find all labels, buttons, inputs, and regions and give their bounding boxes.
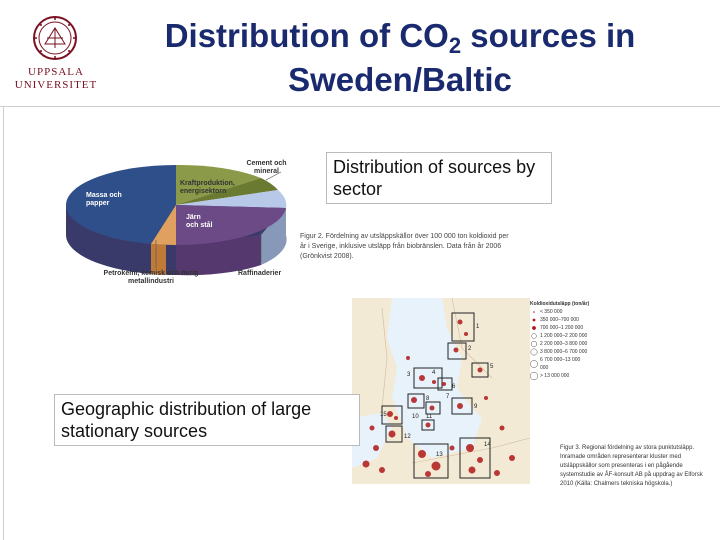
region-number: 12 xyxy=(404,434,411,440)
legend-item: 2 200 000–3 800 000 xyxy=(530,340,590,348)
title-subscript: 2 xyxy=(448,33,462,58)
title-part-1: Distribution of CO xyxy=(164,17,449,54)
legend-item: > 13 000 000 xyxy=(530,372,590,380)
map-figure-caption: Figur 3. Regional fördelning av stora punktutsläpp. Inramade områden representerar kluster med utsläppskällor som presenteras i en pågående systemstudie av ÅF-konsult AB på uppdrag av Elforsk 2010 (Källa: Chalmers tekniska högskola.) xyxy=(560,445,703,487)
legend-dot-icon xyxy=(530,360,538,368)
legend-dot-icon xyxy=(530,340,538,348)
legend-title: Koldioxidutsläpp (ton/år) xyxy=(530,301,590,307)
legend-dot-icon xyxy=(530,316,538,324)
legend-item: 1 200 000–2 200 000 xyxy=(530,332,590,340)
title-part-2: sources in xyxy=(461,17,636,54)
legend-item: 3 800 000–6 700 000 xyxy=(530,348,590,356)
legend-dot-icon xyxy=(530,372,538,380)
legend-item: 6 700 000–13 000 000 xyxy=(530,356,590,372)
map-graphic xyxy=(352,298,530,484)
region-number: 13 xyxy=(436,452,443,458)
pie-label-petrokemi: Petrokemi, kemisk och övrig metallindustri xyxy=(103,270,199,285)
geographic-callout: Geographic distribution of large stationary sources xyxy=(54,394,360,446)
pie-label-jarn: Järn och stål xyxy=(186,214,213,229)
logo-line-1: UPPSALA xyxy=(28,66,84,78)
sector-callout: Distribution of sources by sector xyxy=(326,152,552,204)
title-line-2: Sweden/Baltic xyxy=(288,61,512,98)
sector-pie-figure xyxy=(56,150,356,300)
region-number: 5 xyxy=(490,364,494,370)
logo-line-2: UNIVERSITET xyxy=(14,79,98,91)
region-number: 8 xyxy=(426,396,430,402)
slide-title xyxy=(110,14,690,102)
region-number: 14 xyxy=(484,442,491,448)
region-number: 9 xyxy=(474,404,478,410)
legend-dot-icon xyxy=(530,332,538,340)
left-border xyxy=(3,107,4,540)
region-number: 11 xyxy=(426,414,433,420)
legend-dot-icon xyxy=(530,348,538,356)
region-number: 7 xyxy=(446,394,450,400)
pie-label-cement: Cement och mineral xyxy=(246,160,287,175)
legend-item: 700 000–1 200 000 xyxy=(530,324,590,332)
region-number: 4 xyxy=(432,370,436,376)
region-number: 10 xyxy=(412,414,419,420)
legend-item: < 350 000 xyxy=(530,308,590,316)
region-number: 6 xyxy=(452,384,456,390)
region-number: 1 xyxy=(476,324,480,330)
legend-dot-icon xyxy=(530,308,538,316)
pie-label-raffinaderier: Raffinaderier xyxy=(238,270,282,277)
logo-wordmark xyxy=(6,66,106,92)
region-number: 2 xyxy=(468,346,472,352)
header-divider xyxy=(0,106,720,107)
baltic-map xyxy=(352,298,530,484)
pie-label-kraft: Kraftproduktion, energisektorn xyxy=(180,180,235,195)
region-number: 3 xyxy=(407,372,411,378)
pie-figure-caption: Figur 2. Fördelning av utsläppskällor över 100 000 ton koldioxid per år i Sverige, inklusive utsläpp från biobränslen. Data från år 2006 (Grönkvist 2008). xyxy=(300,233,509,260)
pie-label-massa: Massa och papper xyxy=(86,192,122,207)
legend-dot-icon xyxy=(530,324,538,332)
region-number: 15 xyxy=(380,412,387,418)
legend-item: 350 000–700 000 xyxy=(530,316,590,324)
map-legend xyxy=(530,300,590,380)
